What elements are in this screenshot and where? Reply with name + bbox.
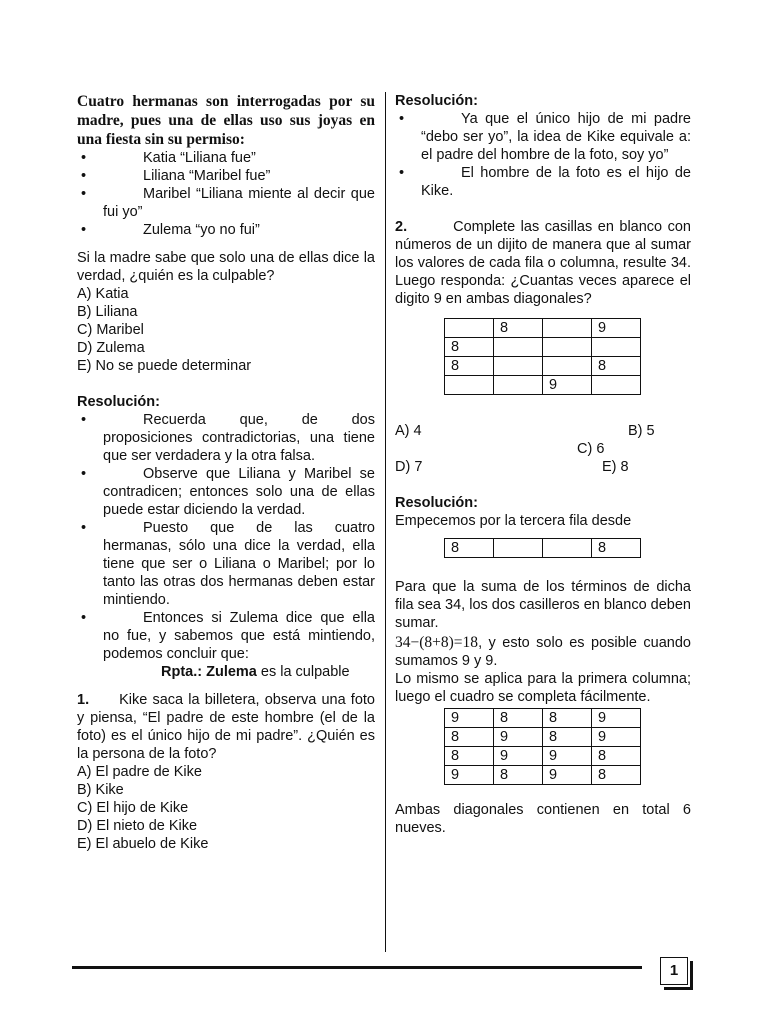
problem-1-options	[77, 763, 375, 853]
solution-grid-row	[445, 709, 641, 728]
resolution-list	[77, 411, 375, 663]
statement-item	[77, 167, 375, 185]
row-grid-cell	[494, 539, 543, 558]
resolution-2-title: Resolución:	[395, 495, 478, 511]
resolution-point-item	[77, 609, 375, 663]
puzzle-grid-cell	[543, 319, 592, 338]
option: D) Zulema	[77, 340, 145, 356]
problem-2	[395, 218, 691, 308]
puzzle-grid-cell	[592, 376, 641, 395]
solution-grid-cell: 8	[543, 709, 592, 728]
problem-1	[77, 691, 375, 763]
resolution-point-item	[77, 465, 375, 519]
puzzle-grid-cell	[494, 338, 543, 357]
statement-list	[77, 149, 375, 239]
puzzle-grid-row	[445, 319, 641, 338]
solution-grid-row	[445, 728, 641, 747]
bullet-icon: •	[81, 222, 87, 238]
problem-1-option: B) Kike	[77, 782, 124, 798]
solution-grid-cell: 9	[543, 766, 592, 785]
problem-1-resolution-point-item	[395, 164, 691, 200]
answer-rest: es la culpable	[256, 664, 350, 680]
solution-grid-cell: 8	[592, 766, 641, 785]
bullet-icon: •	[81, 610, 87, 626]
solution-grid-cell: 8	[494, 709, 543, 728]
resolution-2-text-3: Lo mismo se aplica para la primera columna; luego el cuadro se completa fácilmente.	[395, 671, 691, 705]
statement-item	[77, 149, 375, 167]
footer-rule	[72, 966, 642, 969]
puzzle-grid-row	[445, 376, 641, 395]
problem-1-resolution-point-text: El hombre de la foto es el hijo de Kike.	[421, 165, 691, 199]
bullet-icon: •	[399, 111, 405, 127]
resolution-title: Resolución:	[77, 394, 160, 410]
solution-grid-cell: 9	[543, 747, 592, 766]
option: A) Katia	[77, 286, 129, 302]
puzzle-grid-cell	[543, 357, 592, 376]
option: B) Liliana	[77, 304, 138, 320]
solution-grid-row	[445, 766, 641, 785]
resolution-title-right: Resolución:	[395, 93, 478, 109]
right-column	[395, 92, 691, 837]
solution-grid-cell: 8	[494, 766, 543, 785]
puzzle-grid-cell	[543, 338, 592, 357]
solution-grid-row	[445, 747, 641, 766]
left-column	[77, 92, 375, 853]
puzzle-grid-cell: 9	[543, 376, 592, 395]
puzzle-grid-row	[445, 357, 641, 376]
solution-grid-cell: 9	[592, 709, 641, 728]
problem-1-number: 1.	[77, 692, 90, 708]
equation: 34−(8+8)=18	[395, 634, 479, 651]
bullet-icon: •	[81, 186, 87, 202]
resolution-point-item	[77, 519, 375, 609]
puzzle-grid-cell: 9	[592, 319, 641, 338]
resolution-point-text: Entonces si Zulema dice que ella no fue, y sabemos que está mintiendo, podemos concluir que:	[103, 610, 375, 662]
options-row-3	[395, 458, 691, 476]
problem-1-resolution-list	[395, 110, 691, 200]
puzzle-grid-cell: 8	[592, 357, 641, 376]
problem-2-number: 2.	[395, 219, 408, 235]
resolution-point-text: Observe que Liliana y Maribel se contradicen; entonces solo una de ellas puede estar diciendo la verdad.	[103, 466, 375, 518]
option: E) No se puede determinar	[77, 358, 252, 374]
options-row-1	[395, 422, 691, 440]
solution-grid-cell: 8	[592, 747, 641, 766]
bullet-icon: •	[81, 168, 87, 184]
row-grid-cell	[543, 539, 592, 558]
statement-text: Zulema “yo no fui”	[143, 222, 260, 238]
problem-1-option: C) El hijo de Kike	[77, 800, 189, 816]
answer-line	[77, 663, 375, 681]
solution-grid-cell: 9	[445, 709, 494, 728]
problem-1-option: E) El abuelo de Kike	[77, 836, 209, 852]
bullet-icon: •	[81, 466, 87, 482]
solution-grid-cell: 8	[445, 728, 494, 747]
puzzle-grid-cell	[445, 319, 494, 338]
statement-item	[77, 185, 375, 221]
puzzle-grid-row	[445, 338, 641, 357]
option-b: B) 5	[628, 423, 655, 439]
option-d: D) 7	[395, 459, 423, 475]
option: C) Maribel	[77, 322, 144, 338]
statement-text: Liliana “Maribel fue”	[143, 168, 271, 184]
option-a: A) 4	[395, 423, 422, 439]
solution-grid-cell: 8	[543, 728, 592, 747]
solution-grid-cell: 9	[445, 766, 494, 785]
problem-1-resolution-point-item	[395, 110, 691, 164]
statement-text: Maribel “Liliana miente al decir que fui yo”	[103, 186, 375, 220]
statement-text: Katia “Liliana fue”	[143, 150, 256, 166]
puzzle-grid-cell: 8	[494, 319, 543, 338]
solution-grid-cell: 9	[494, 747, 543, 766]
problem-2-text: Complete las casillas en blanco con números de un dijito de manera que al sumar los valores de cada fila o columna, resulte 34. Luego responda: ¿Cuantas veces aparece el digito 9 en ambas diagonales?	[395, 219, 691, 307]
resolution-point-text: Recuerda que, de dos proposiciones contradictorias, una tiene que ser verdadera y la otra falsa.	[103, 412, 375, 464]
solution-grid-cell: 9	[592, 728, 641, 747]
options-list	[77, 285, 375, 375]
row-grid-cell: 8	[592, 539, 641, 558]
solution-grid	[444, 708, 641, 785]
options-row-2	[395, 440, 691, 458]
bullet-icon: •	[81, 520, 87, 536]
column-divider	[385, 92, 386, 952]
puzzle-grid	[444, 318, 641, 395]
bullet-icon: •	[81, 150, 87, 166]
puzzle-grid-cell	[445, 376, 494, 395]
puzzle-grid-cell	[592, 338, 641, 357]
question-text: Si la madre sabe que solo una de ellas dice la verdad, ¿quién es la culpable?	[77, 250, 375, 284]
resolution-2-text-1: Para que la suma de los términos de dicha fila sea 34, los dos casilleros en blanco deben sumar.	[395, 579, 691, 631]
problem-intro: Cuatro hermanas son interrogadas por su madre, pues una de ellas uso sus joyas en una fiesta sin su permiso:	[77, 93, 375, 148]
row-grid	[444, 538, 641, 558]
resolution-point-text: Puesto que de las cuatro hermanas, sólo una dice la verdad, ella tiene que ser o Liliana o Maribel; por lo tanto las otras dos hermanas deben estar mintiendo.	[103, 520, 375, 608]
puzzle-grid-cell	[494, 376, 543, 395]
problem-1-resolution-point-text: Ya que el único hijo de mi padre “debo ser yo”, la idea de Kike equivale a: el padre del hombre de la foto, soy yo”	[421, 111, 691, 163]
problem-1-text: Kike saca la billetera, observa una foto y piensa, “El padre de este hombre (el de la foto) es el único hijo de mi padre”. ¿Quién es la persona de la foto?	[77, 692, 375, 762]
resolution-point-item	[77, 411, 375, 465]
option-e: E) 8	[602, 459, 629, 475]
puzzle-grid-cell	[494, 357, 543, 376]
puzzle-grid-cell: 8	[445, 338, 494, 357]
resolution-2-text-2: , y esto solo es posible cuando sumamos 9 y 9.	[395, 635, 691, 669]
puzzle-grid-cell: 8	[445, 357, 494, 376]
bullet-icon: •	[81, 412, 87, 428]
option-c: C) 6	[577, 441, 605, 457]
solution-grid-cell: 9	[494, 728, 543, 747]
row-grid-row	[445, 539, 641, 558]
solution-grid-cell: 8	[445, 747, 494, 766]
resolution-2-intro: Empecemos por la tercera fila desde	[395, 513, 632, 529]
answer-label: Rpta.: Zulema	[161, 664, 257, 680]
problem-1-option: D) El nieto de Kike	[77, 818, 198, 834]
resolution-2-equation-line	[395, 634, 691, 670]
row-grid-cell: 8	[445, 539, 494, 558]
conclusion-text: Ambas diagonales contienen en total 6 nueves.	[395, 802, 691, 836]
statement-item	[77, 221, 375, 239]
problem-1-option: A) El padre de Kike	[77, 764, 202, 780]
bullet-icon: •	[399, 165, 405, 181]
page-number: 1	[660, 957, 688, 985]
